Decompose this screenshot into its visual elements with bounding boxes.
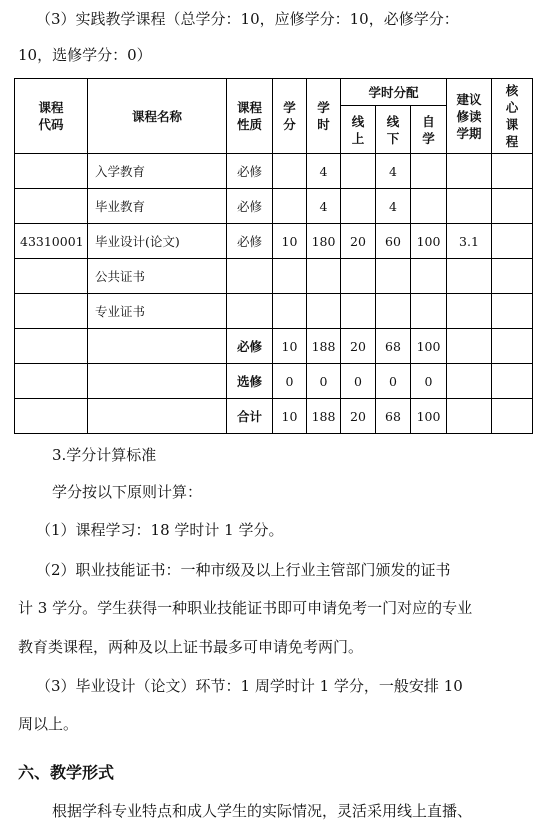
header-suggested-term: 建议 修读 学期 [447,79,492,154]
rule-item-1: （1）课程学习：18 学时计 1 学分。 [36,521,284,539]
cell-term [447,189,492,224]
cell-nature: 选修 [227,364,273,399]
header-course-code: 课程 代码 [15,79,88,154]
cell-online [341,189,376,224]
cell-self: 100 [411,224,447,259]
header-core-course: 核心课程 [492,79,533,154]
header-self-study: 自学 [411,106,447,154]
cell-nature: 必修 [227,329,273,364]
course-table-body [15,154,533,434]
cell-code [15,259,88,294]
cell-name: 专业证书 [88,294,227,329]
cell-name: 公共证书 [88,259,227,294]
cell-self [411,189,447,224]
cell-self [411,154,447,189]
cell-code [15,189,88,224]
cell-name [88,329,227,364]
cell-term [447,329,492,364]
practice-course-table [14,78,533,434]
cell-nature [227,294,273,329]
cell-name [88,399,227,434]
table-row [15,154,533,189]
cell-name: 毕业教育 [88,189,227,224]
cell-term [447,399,492,434]
intro-line-1: （3）实践教学课程（总学分：10，应修学分：10，必修学分： [36,10,459,28]
cell-hours: 4 [307,189,341,224]
section-3-lead: 学分按以下原则计算： [52,483,203,501]
cell-hours: 188 [307,329,341,364]
cell-nature: 必修 [227,154,273,189]
cell-core [492,189,533,224]
table-row [15,224,533,259]
cell-self: 100 [411,329,447,364]
cell-hours: 4 [307,154,341,189]
summary-row [15,399,533,434]
cell-online: 20 [341,399,376,434]
summary-row [15,329,533,364]
header-hour-distribution: 学时分配 [341,79,447,106]
rule-item-2-line-2: 计 3 学分。学生获得一种职业技能证书即可申请免考一门对应的专业 [18,599,473,617]
cell-credit [273,259,307,294]
cell-offline: 4 [376,189,411,224]
cell-offline: 60 [376,224,411,259]
section-6-title: 六、教学形式 [18,763,115,782]
cell-credit [273,189,307,224]
table-row [15,189,533,224]
cell-term [447,294,492,329]
header-credit: 学分 [273,79,307,154]
cell-hours [307,294,341,329]
header-course-name: 课程名称 [88,79,227,154]
summary-row [15,364,533,399]
cell-offline [376,294,411,329]
header-course-nature: 课程 性质 [227,79,273,154]
cell-code [15,154,88,189]
cell-self [411,294,447,329]
cell-online: 0 [341,364,376,399]
rule-item-2-line-1: （2）职业技能证书：一种市级及以上行业主管部门颁发的证书 [36,561,451,579]
header-offline: 线下 [376,106,411,154]
cell-code [15,294,88,329]
cell-offline: 0 [376,364,411,399]
cell-credit: 10 [273,224,307,259]
cell-core [492,224,533,259]
header-hours: 学时 [307,79,341,154]
cell-core [492,399,533,434]
cell-nature: 必修 [227,224,273,259]
cell-credit [273,294,307,329]
cell-nature [227,259,273,294]
cell-nature: 合计 [227,399,273,434]
cell-term [447,259,492,294]
cell-self: 0 [411,364,447,399]
header-online: 线上 [341,106,376,154]
cell-hours: 180 [307,224,341,259]
cell-credit [273,154,307,189]
cell-core [492,294,533,329]
cell-hours: 188 [307,399,341,434]
cell-credit: 10 [273,399,307,434]
cell-online: 20 [341,329,376,364]
cell-term [447,364,492,399]
cell-hours [307,259,341,294]
cell-name: 入学教育 [88,154,227,189]
cell-credit: 10 [273,329,307,364]
section-3-title: 3.学分计算标准 [52,446,157,464]
rule-item-3-line-2: 周以上。 [18,715,79,733]
cell-hours: 0 [307,364,341,399]
cell-nature: 必修 [227,189,273,224]
cell-code: 43310001 [15,224,88,259]
cell-term: 3.1 [447,224,492,259]
cell-code [15,364,88,399]
rule-item-3-line-1: （3）毕业设计（论文）环节：1 周学时计 1 学分，一般安排 10 [36,677,463,695]
cell-code [15,399,88,434]
cell-online [341,154,376,189]
cell-online: 20 [341,224,376,259]
cell-term [447,154,492,189]
cell-core [492,154,533,189]
cell-name [88,364,227,399]
rule-item-2-line-3: 教育类课程，两种及以上证书最多可申请免考两门。 [18,638,364,656]
cell-self: 100 [411,399,447,434]
cell-core [492,259,533,294]
cell-offline: 68 [376,329,411,364]
section-6-paragraph-line-1: 根据学科专业特点和成人学生的实际情况，灵活采用线上直播、 [52,802,473,820]
cell-name: 毕业设计(论文) [88,224,227,259]
cell-core [492,329,533,364]
cell-self [411,259,447,294]
cell-code [15,329,88,364]
intro-line-2: 10，选修学分：0） [18,46,152,64]
cell-online [341,294,376,329]
cell-credit: 0 [273,364,307,399]
cell-offline: 68 [376,399,411,434]
cell-offline: 4 [376,154,411,189]
table-row [15,294,533,329]
table-row [15,259,533,294]
cell-offline [376,259,411,294]
cell-online [341,259,376,294]
cell-core [492,364,533,399]
